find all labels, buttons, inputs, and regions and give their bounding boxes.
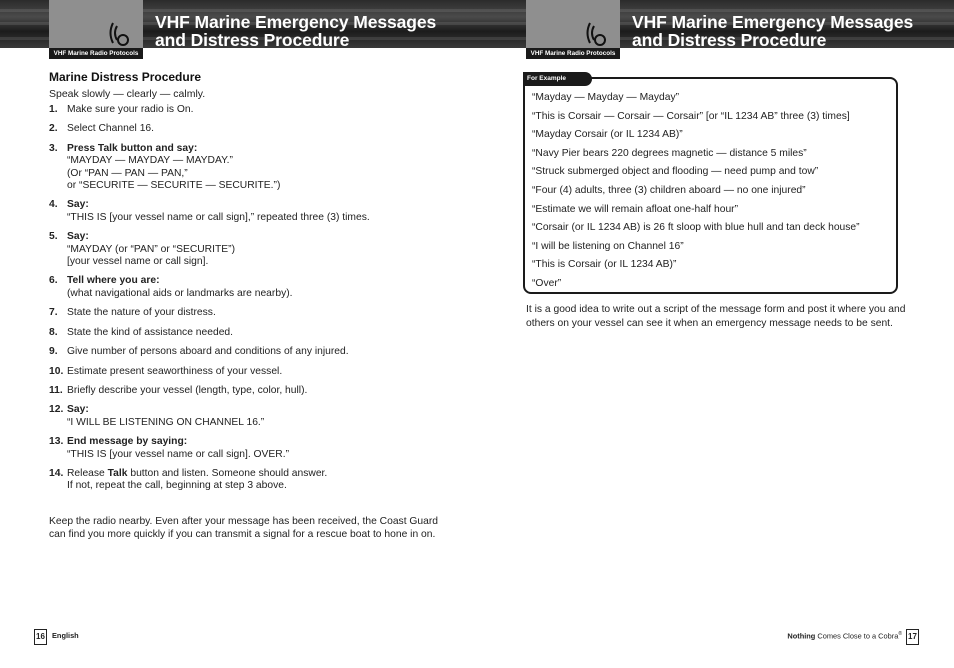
step-number: 11. bbox=[49, 384, 63, 396]
procedure-step bbox=[49, 231, 439, 268]
step-text: Make sure your radio is On. bbox=[67, 104, 194, 115]
step-number: 8. bbox=[49, 326, 58, 338]
step-text: Say: “MAYDAY (or “PAN” or “SECURITE”) [your vessel name or call sign]. bbox=[67, 231, 235, 268]
step-number: 3. bbox=[49, 142, 58, 154]
step-text: Estimate present seaworthiness of your vessel. bbox=[67, 365, 283, 377]
procedure-step bbox=[49, 385, 439, 397]
procedure-step bbox=[49, 366, 439, 378]
procedure-steps bbox=[49, 104, 439, 500]
example-line: “Mayday — Mayday — Mayday” bbox=[532, 92, 680, 103]
example-tab: For Example bbox=[523, 72, 592, 86]
step-number: 12. bbox=[49, 404, 64, 416]
advice-paragraph: It is a good idea to write out a script of the message form and post it where you and others on your vessel can see it when an emergency message needs to be sent. bbox=[526, 304, 906, 329]
step-text: Say: “THIS IS [your vessel name or call sign],” repeated three (3) times. bbox=[67, 199, 370, 223]
step-text: Tell where you are: (what navigational aids or landmarks are nearby). bbox=[67, 275, 293, 299]
step-number: 9. bbox=[49, 346, 58, 358]
step-text: Press Talk button and say: “MAYDAY — MAYDAY — MAYDAY.” (Or “PAN — PAN — PAN,” or “SECURITE — SECURITE — SECURITE.”) bbox=[67, 142, 281, 192]
procedure-step bbox=[49, 327, 439, 339]
section-heading: Marine Distress Procedure bbox=[49, 70, 202, 84]
step-number: 2. bbox=[49, 123, 58, 135]
step-text: Select Channel 16. bbox=[67, 123, 155, 135]
page-title-left: VHF Marine Emergency Messages and Distress Procedure bbox=[155, 12, 437, 48]
step-number: 4. bbox=[49, 199, 58, 211]
section-tab-right: VHF Marine Radio Protocols bbox=[526, 48, 620, 59]
procedure-step bbox=[49, 404, 439, 429]
step-number: 6. bbox=[49, 275, 58, 287]
step-number: 1. bbox=[49, 104, 58, 115]
procedure-step bbox=[49, 123, 439, 135]
radio-logo-box bbox=[526, 0, 620, 48]
procedure-step bbox=[49, 199, 439, 224]
intro-text: Speak slowly — clearly — calmly. bbox=[49, 88, 206, 100]
page-number-right: 17 bbox=[906, 629, 919, 645]
radio-logo-box bbox=[49, 0, 143, 48]
example-line: “This is Corsair (or IL 1234 AB)” bbox=[532, 259, 677, 271]
procedure-step bbox=[49, 436, 439, 461]
example-line: “Estimate we will remain afloat one-half hour” bbox=[532, 203, 739, 215]
header-banner-left bbox=[0, 0, 477, 48]
step-text: Give number of persons aboard and conditions of any injured. bbox=[67, 346, 349, 358]
step-text: Say: “I WILL BE LISTENING ON CHANNEL 16.” bbox=[67, 404, 265, 428]
example-line: “Four (4) adults, three (3) children aboard — no one injured” bbox=[532, 184, 806, 196]
radio-signal-icon bbox=[586, 20, 612, 46]
step-number: 10. bbox=[49, 365, 64, 377]
example-line: “Mayday Corsair (or IL 1234 AB)” bbox=[532, 129, 683, 141]
example-line: “This is Corsair — Corsair — Corsair” [or “IL 1234 AB” three (3) times] bbox=[532, 110, 850, 122]
step-text: State the nature of your distress. bbox=[67, 307, 216, 319]
example-line: “Navy Pier bears 220 degrees magnetic — distance 5 miles” bbox=[532, 147, 807, 159]
footer-tagline: Nothing Comes Close to a Cobra® bbox=[787, 631, 902, 641]
step-text: End message by saying: “THIS IS [your vessel name or call sign]. OVER.” bbox=[67, 436, 290, 460]
procedure-step bbox=[49, 104, 439, 116]
footer-language: English bbox=[52, 631, 79, 640]
procedure-step bbox=[49, 143, 439, 193]
step-number: 14. bbox=[49, 467, 64, 479]
example-line: “Struck submerged object and flooding — need pump and tow” bbox=[532, 166, 819, 178]
example-line: “I will be listening on Channel 16” bbox=[532, 240, 684, 252]
procedure-step bbox=[49, 468, 439, 493]
example-line: “Over” bbox=[532, 277, 562, 289]
step-number: 13. bbox=[49, 436, 64, 448]
step-text: State the kind of assistance needed. bbox=[67, 326, 234, 338]
procedure-step bbox=[49, 275, 439, 300]
page-number-left: 16 bbox=[34, 629, 47, 645]
example-line: “Corsair (or IL 1234 AB) is 26 ft sloop with blue hull and tan deck house” bbox=[532, 222, 860, 234]
header-banner-right bbox=[477, 0, 954, 48]
closing-paragraph: Keep the radio nearby. Even after your message has been received, the Coast Guard can find you more quickly if you can transmit a signal for a rescue boat to hone in on. bbox=[49, 516, 439, 541]
step-number: 5. bbox=[49, 231, 58, 243]
procedure-step bbox=[49, 307, 439, 319]
page-title-right: VHF Marine Emergency Messages and Distress Procedure bbox=[632, 12, 914, 48]
step-text: Release Talk button and listen. Someone should answer. If not, repeat the call, beginning at step 3 above. bbox=[67, 467, 328, 492]
example-script bbox=[532, 89, 860, 294]
step-text: Briefly describe your vessel (length, type, color, hull). bbox=[67, 384, 308, 396]
procedure-step bbox=[49, 346, 439, 358]
radio-signal-icon bbox=[109, 20, 135, 46]
example-box bbox=[523, 77, 898, 294]
step-number: 7. bbox=[49, 307, 58, 319]
section-tab-left: VHF Marine Radio Protocols bbox=[49, 48, 143, 59]
